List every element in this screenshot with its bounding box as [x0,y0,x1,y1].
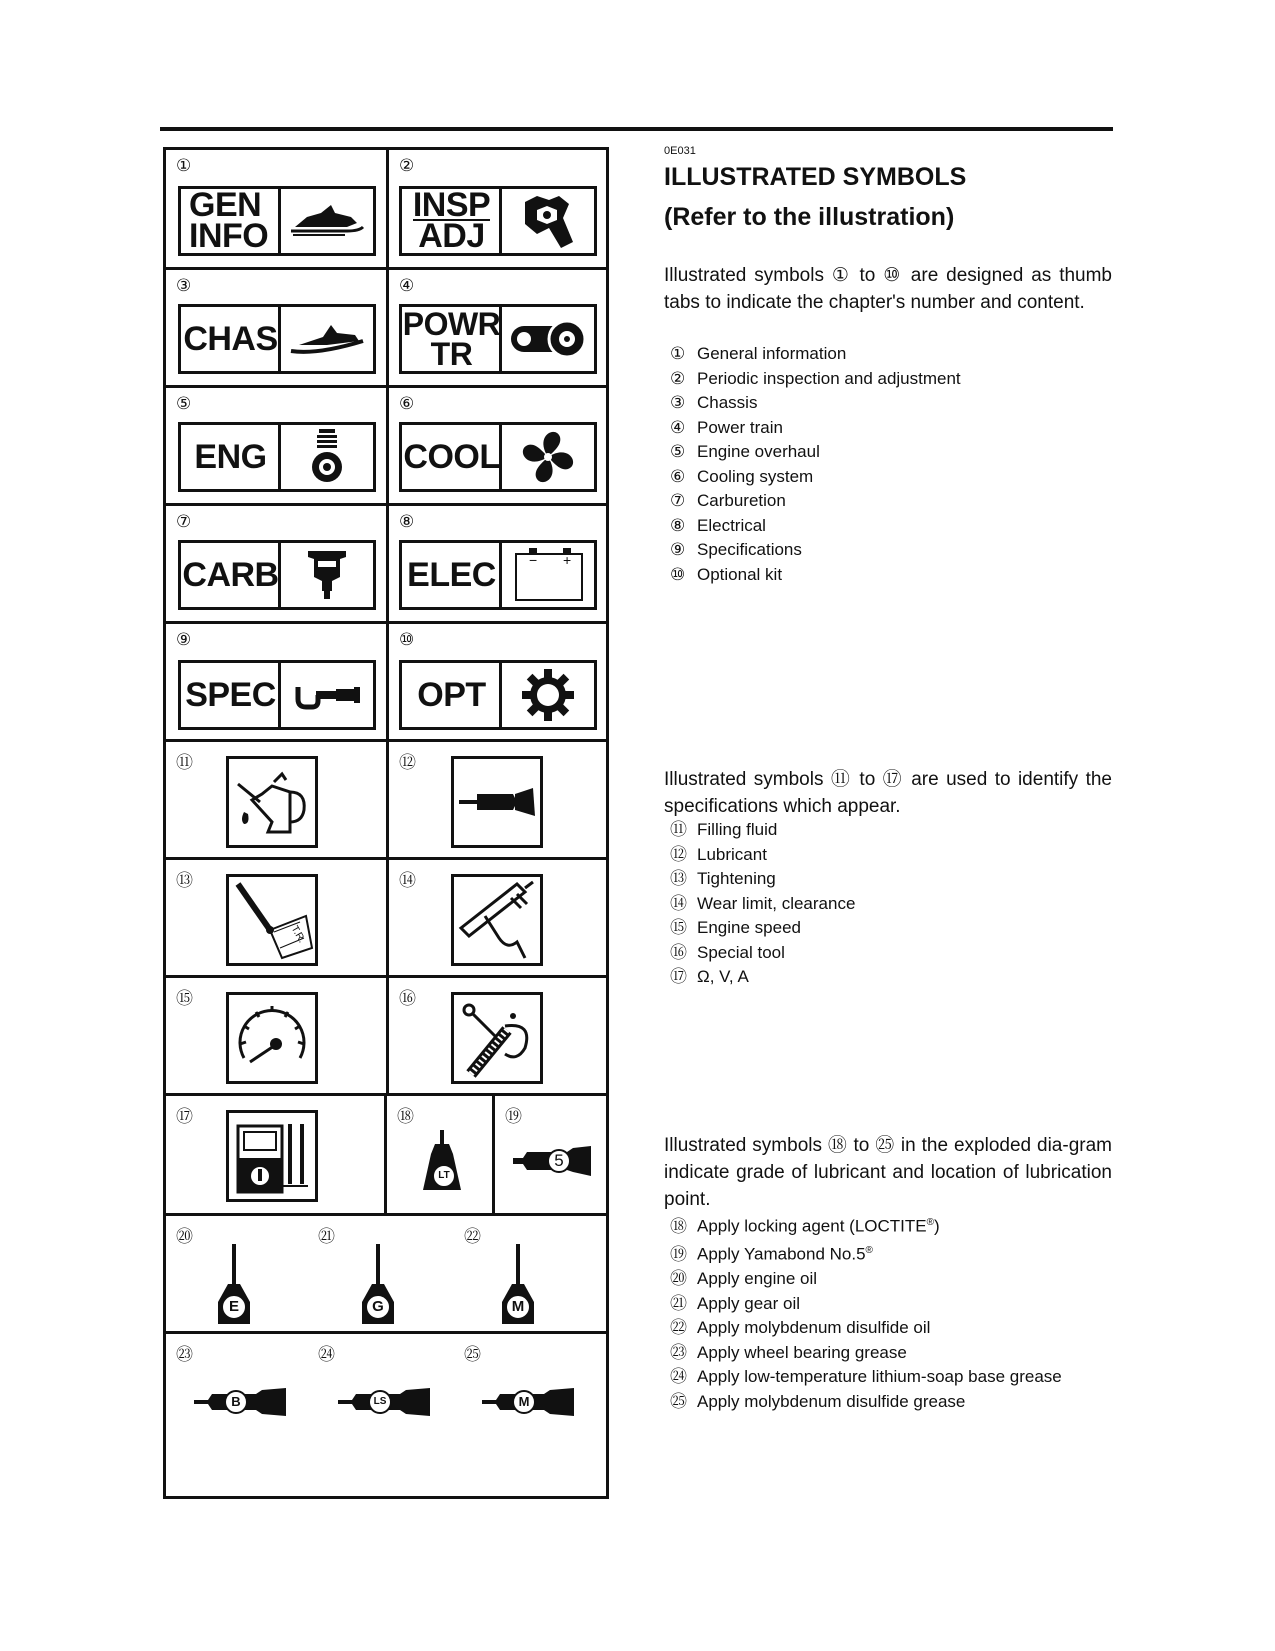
special-tool-icon [451,992,543,1084]
list-item-text: Apply molybdenum disulfide oil [697,1318,931,1338]
symbol-cell-20-22 [166,1216,606,1331]
symbol-number: ㉓ [176,1345,193,1365]
list-item [670,867,855,892]
thumb-tab-spec [178,660,376,730]
molybdenum-oil-icon [500,1244,536,1326]
symbol-number: ⑫ [399,753,416,773]
battery-minus-label: − [529,552,538,568]
thumb-tab-insp-adj [399,186,597,256]
list-item-number: ⑧ [670,515,686,536]
tab-label [402,307,502,371]
list-item-text: Engine speed [697,918,801,937]
caliper-icon [451,874,543,966]
snowmobile-icon [281,189,373,253]
symbol-row [166,150,606,270]
symbol-number: ③ [176,276,192,296]
lubricant-tube-icon [451,756,543,848]
tab-label-line: TR [430,336,473,372]
symbol-row [166,1096,606,1216]
symbol-number: ⑭ [399,871,416,891]
list-item [670,1292,1062,1317]
list-item-number: ⑤ [670,442,686,462]
thumb-tab-carb [178,540,376,610]
symbol-cell-8 [386,506,606,621]
tachometer-icon [226,992,318,1084]
section3-intro: Illustrated symbols ⑱ to ㉕ in the exploded dia-gram indicate grade of lubricant and location of lubrication point. [664,1135,1112,1210]
symbol-row [166,388,606,506]
symbol-number: ⑰ [176,1107,193,1127]
tab-label: OPT [402,663,502,727]
wheel-bearing-grease-icon [194,1386,288,1418]
symbol-cell-11 [166,742,386,857]
multimeter-icon [226,1110,318,1202]
thumb-tab-gen-info [178,186,376,256]
list-item [670,416,961,441]
symbol-number: ⑳ [176,1227,193,1247]
lt-label: LT [432,1164,456,1188]
symbol-row [166,860,606,978]
page-subtitle: (Refer to the illustration) [664,203,955,231]
top-rule [160,127,1113,131]
list-item-text: General information [697,344,847,363]
section1-list [670,342,961,587]
list-item-text: Chassis [697,393,758,412]
molybdenum-grease-icon [482,1386,576,1418]
page-title: ILLUSTRATED SYMBOLS [664,163,967,191]
symbol-cell-2 [386,150,606,267]
list-item [670,1267,1062,1292]
list-item [670,916,855,941]
symbol-number: ㉕ [464,1345,481,1365]
section2-list [670,818,855,990]
list-item-number: ⑥ [670,466,686,487]
symbol-cell-23-25 [166,1334,606,1496]
tab-label-line: INSP [412,185,491,224]
symbol-number: ㉒ [464,1227,481,1247]
list-item [670,538,961,563]
symbol-grid [163,147,609,1499]
tab-label-line: ADJ [418,216,485,255]
list-item-text: Apply low-temperature lithium-soap base grease [697,1367,1062,1387]
list-item-text: Cooling system [697,466,814,486]
symbol-cell-4 [386,270,606,385]
list-item [670,843,855,868]
list-item-text: Wear limit, clearance [697,893,856,913]
tab-label-line: POWR [402,306,501,342]
symbol-cell-18 [384,1096,492,1213]
list-item-number: ㉑ [670,1293,687,1314]
list-item-number: ⑲ [670,1244,687,1265]
lithium-soap-grease-icon [338,1386,432,1418]
symbol-cell-10 [386,624,606,739]
list-item-number: ① [670,344,686,364]
list-item-number: ③ [670,393,686,413]
symbol-number: ⑦ [176,512,192,532]
belt-pulley-icon [502,307,594,371]
piston-icon [281,425,373,489]
engine-oil-icon [216,1244,252,1326]
symbol-row [166,1334,606,1496]
symbol-row [166,742,606,860]
tab-label: CHAS [181,307,281,371]
grease-grade-label: M [512,1390,536,1414]
symbol-number: ⑪ [176,753,193,773]
symbol-number: ① [176,156,192,176]
list-item-number: ② [670,368,686,389]
registered-mark: ® [926,1217,934,1228]
list-item-number: ⑩ [670,564,686,585]
tab-label [181,186,281,255]
list-item-text: Apply engine oil [697,1269,818,1289]
list-item-text: Carburetion [697,491,786,510]
tab-label [402,185,502,255]
symbol-row [166,624,606,742]
list-item [670,367,961,392]
list-item-text: Power train [697,417,783,437]
list-item [670,1316,1062,1341]
list-item [670,818,855,843]
list-item-number: ⑱ [670,1216,687,1237]
tab-label: SPEC [181,663,281,727]
list-item [670,1341,1062,1366]
list-item-text: Lubricant [697,844,767,864]
symbol-cell-3 [166,270,386,385]
oil-can-icon [226,756,318,848]
symbol-number: ⑥ [399,394,415,414]
list-item-tail: ) [933,1216,940,1236]
oil-grade-label: G [365,1294,391,1320]
wrench-nut-icon [502,189,594,253]
symbol-cell-9 [166,624,386,739]
list-item-number: ④ [670,417,686,438]
list-item-number: ⑭ [670,893,687,914]
symbol-number: ㉔ [318,1345,335,1365]
list-item-number: ㉒ [670,1318,687,1339]
list-item-text: Apply locking agent (LOCTITE [697,1216,927,1236]
list-item-text: Electrical [697,515,766,535]
symbol-row [166,270,606,388]
thumb-tab-eng [178,422,376,492]
list-item-text: Apply Yamabond No.5 [697,1244,866,1264]
list-item-text: Specifications [697,540,802,559]
list-item-number: ⑯ [670,942,687,963]
micrometer-icon [281,663,373,727]
list-item-number: ㉓ [670,1342,687,1363]
list-item-number: ⑳ [670,1269,687,1290]
symbol-number: ④ [399,276,415,296]
fan-icon [502,425,594,489]
symbol-cell-19 [492,1096,606,1213]
gear-oil-icon [360,1244,396,1326]
section3-list [670,1211,1062,1414]
list-item [670,440,961,465]
battery-plus-label: + [563,552,572,568]
tab-label-line: GEN [189,186,262,224]
sealant-number: 5 [547,1149,571,1173]
oil-grade-label: M [505,1294,531,1320]
symbol-cell-12 [386,742,606,857]
symbol-cell-6 [386,388,606,503]
tab-label-line: INFO [189,217,269,255]
document-code: 0E031 [664,145,696,157]
symbol-number: ⑤ [176,394,192,414]
symbol-cell-14 [386,860,606,975]
symbol-number: ② [399,156,415,176]
locking-agent-bottle-icon [419,1130,465,1196]
list-item-number: ⑨ [670,540,686,560]
list-item [670,1390,1062,1415]
thumb-tab-opt [399,660,597,730]
symbol-number: ⑩ [399,630,415,650]
section1-intro: Illustrated symbols ① to ⑩ are designed as thumb tabs to indicate the chapter's number and content. [664,265,1112,313]
list-item-number: ⑰ [670,967,687,987]
symbol-number: ⑮ [176,989,193,1009]
thumb-tab-cool [399,422,597,492]
battery-icon [502,543,594,607]
symbol-cell-17 [166,1096,384,1213]
list-item-text: Special tool [697,942,785,962]
registered-mark: ® [865,1245,873,1257]
symbol-number: ⑲ [505,1107,522,1127]
list-item-text: Engine overhaul [697,442,820,461]
symbol-cell-7 [166,506,386,621]
grease-grade-label: B [224,1390,248,1414]
list-item-number: ⑦ [670,491,686,511]
list-item [670,563,961,588]
list-item [670,1211,1062,1239]
list-item-text: Apply molybdenum disulfide grease [697,1391,966,1411]
list-item [670,1365,1062,1390]
tab-label: CARB [181,543,281,607]
list-item-text: Apply wheel bearing grease [697,1342,907,1362]
tab-label: ELEC [402,543,502,607]
symbol-number: ㉑ [318,1227,335,1247]
list-item-number: ⑬ [670,869,687,889]
list-item-number: ⑫ [670,844,687,865]
torque-wrench-icon [226,874,318,966]
tab-label: ENG [181,425,281,489]
oil-grade-label: E [221,1294,247,1320]
symbol-cell-13 [166,860,386,975]
symbol-cell-1 [166,150,386,267]
list-item-number: ㉔ [670,1367,687,1388]
symbol-cell-15 [166,978,386,1093]
list-item [670,892,855,917]
symbol-number: ⑨ [176,630,192,650]
list-item [670,965,855,990]
thumb-tab-elec [399,540,597,610]
list-item-text: Ω, V, A [697,967,749,986]
symbol-number: ⑧ [399,512,415,532]
section2-intro: Illustrated symbols ⑪ to ⑰ are used to identify the specifications which appear. [664,769,1112,817]
symbol-row [166,1216,606,1334]
chassis-icon [281,307,373,371]
symbol-number: ⑱ [397,1107,414,1127]
symbol-cell-5 [166,388,386,503]
list-item-text: Periodic inspection and adjustment [697,368,961,388]
list-item-text: Apply gear oil [697,1293,801,1313]
carburetor-icon [281,543,373,607]
symbol-number: ⑯ [399,989,416,1009]
list-item-text: Optional kit [697,564,783,584]
grease-grade-label: LS [368,1390,392,1414]
list-item-text: Filling fluid [697,820,778,839]
thumb-tab-powr-tr [399,304,597,374]
list-item-number: ⑮ [670,918,687,938]
list-item-number: ⑪ [670,820,687,840]
list-item-number: ㉕ [670,1391,687,1412]
list-item-text: Tightening [697,869,776,888]
symbol-row [166,506,606,624]
list-item [670,391,961,416]
list-item [670,941,855,966]
torque-scale-label: T.R. [288,924,308,945]
list-item [670,514,961,539]
symbol-cell-16 [386,978,606,1093]
list-item [670,465,961,490]
list-item [670,489,961,514]
list-item [670,1239,1062,1267]
list-item [670,342,961,367]
tab-label: COOL [402,425,502,489]
symbol-row [166,978,606,1096]
sealant-tube-icon [513,1146,593,1176]
gear-icon [502,663,594,727]
symbol-number: ⑬ [176,871,193,891]
thumb-tab-chas [178,304,376,374]
